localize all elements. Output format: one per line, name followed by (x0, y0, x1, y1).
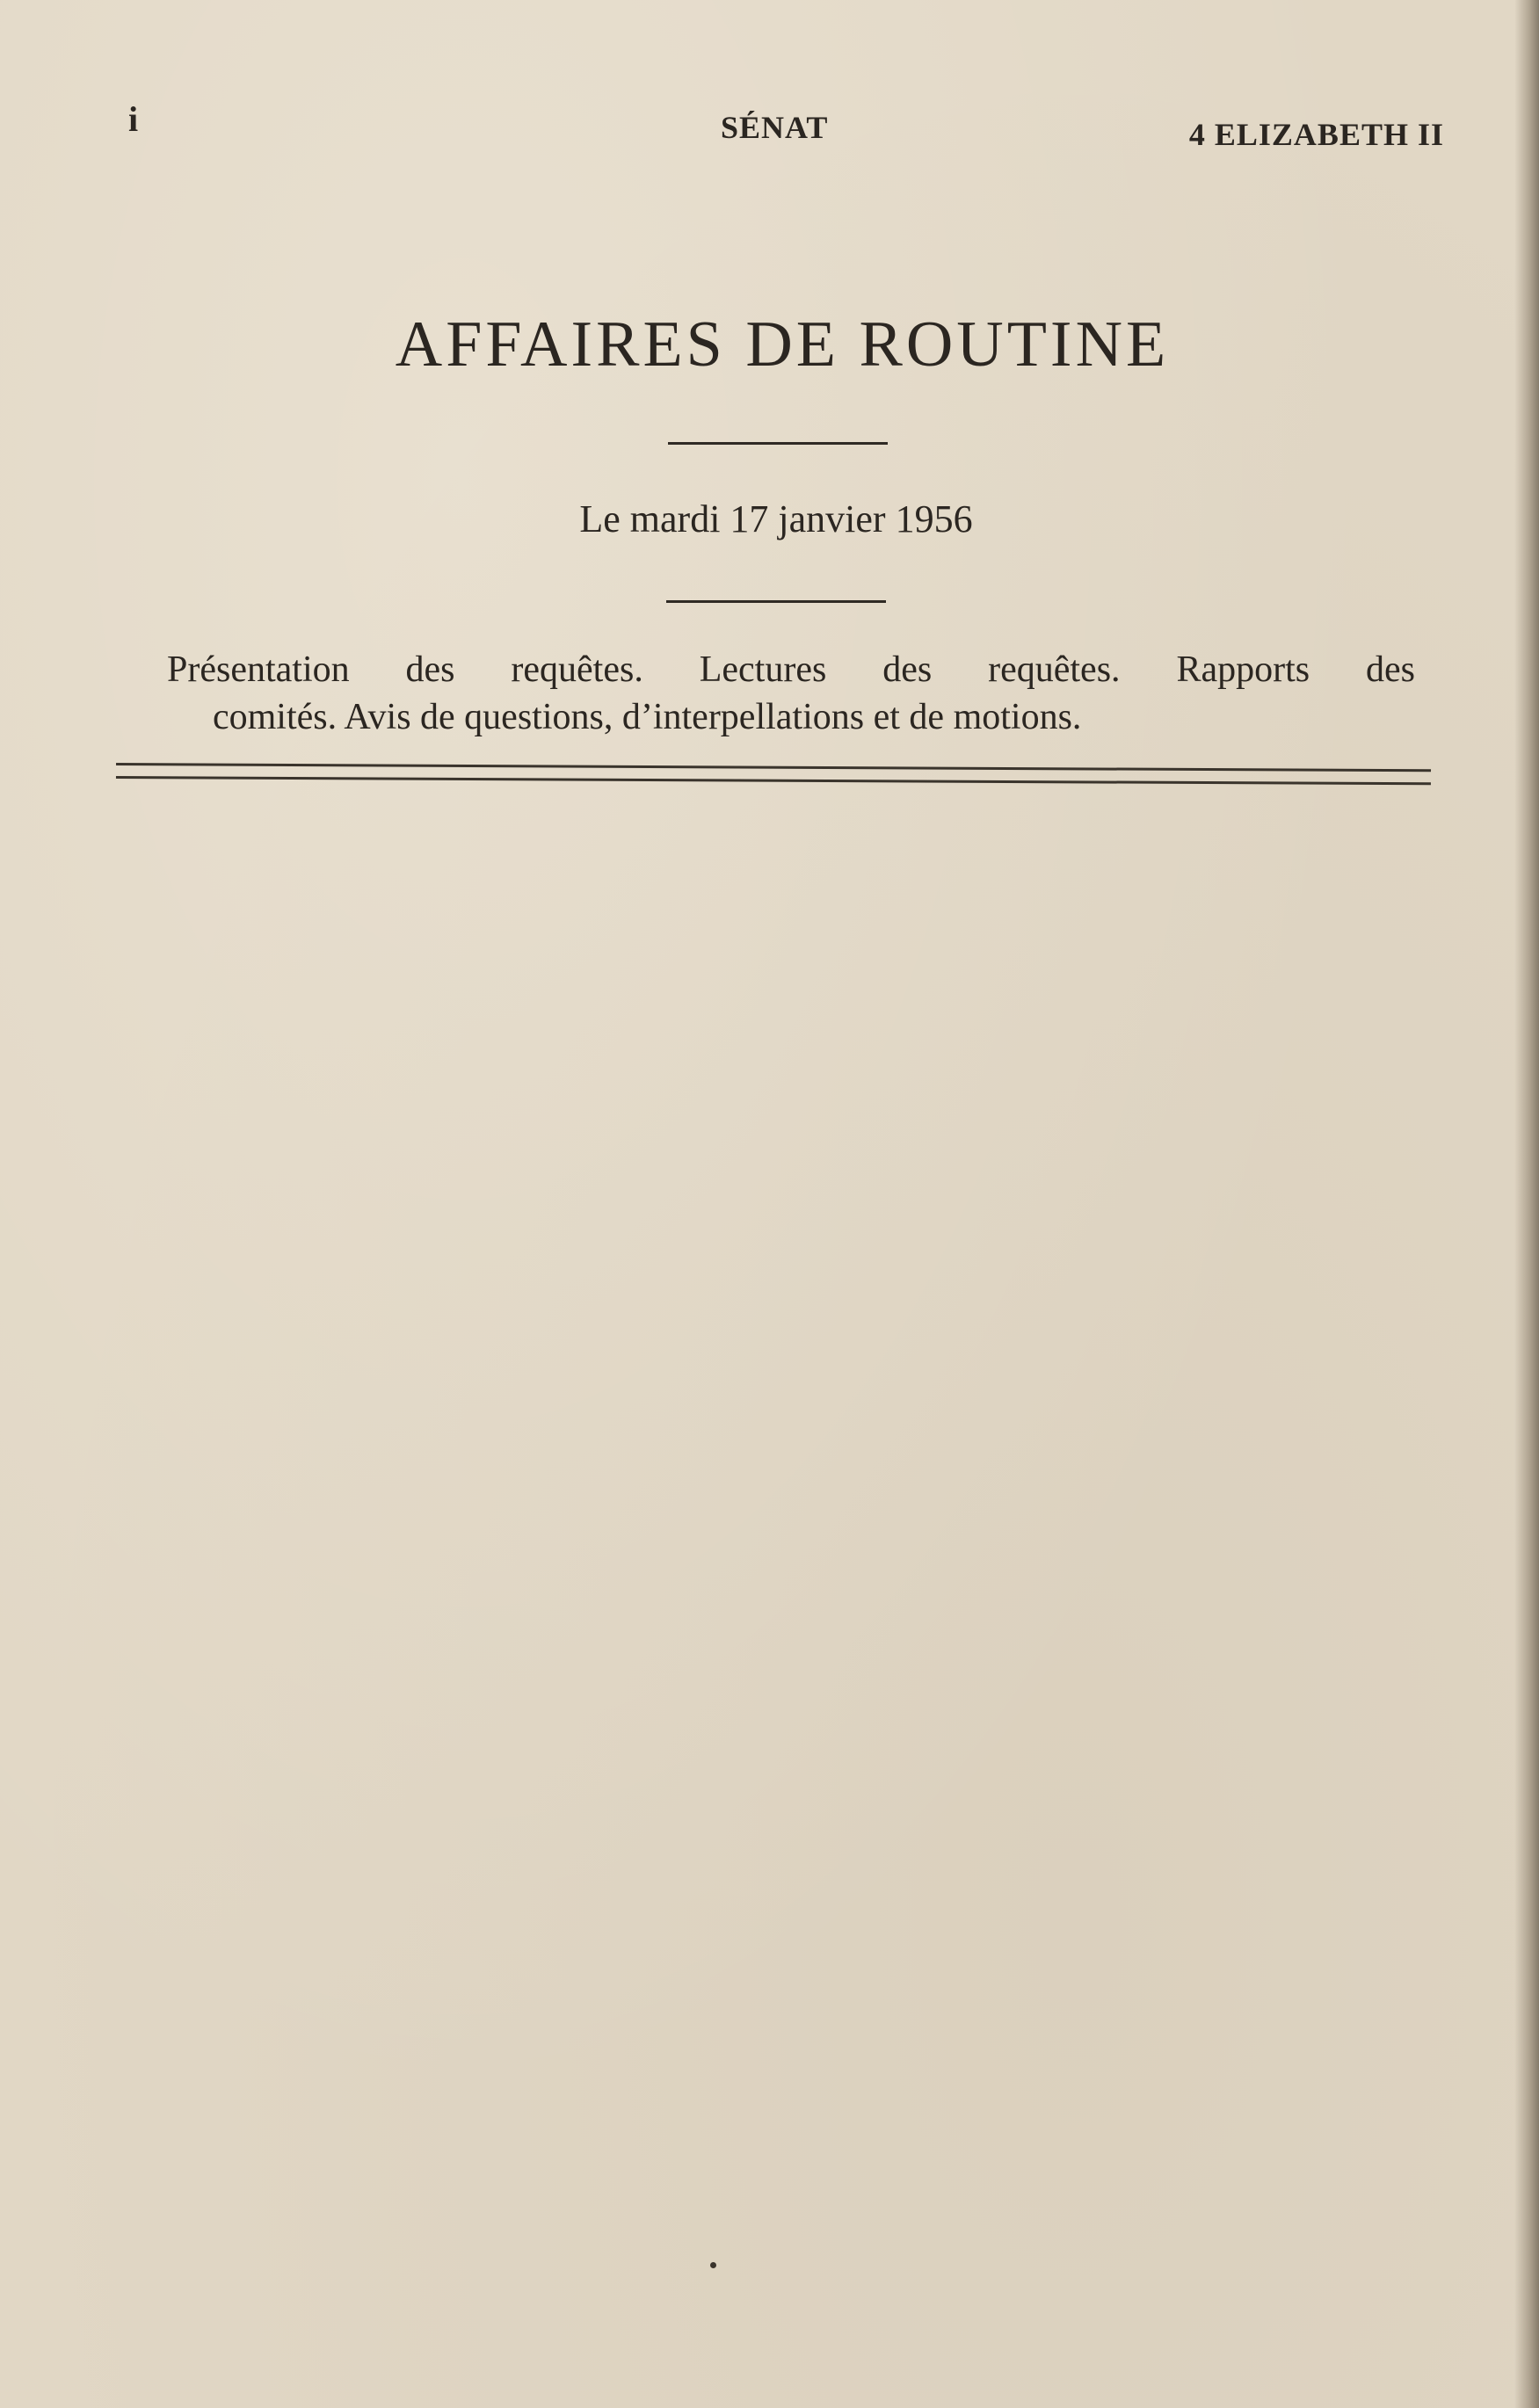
agenda-line: comités. Avis de questions, d’interpellations et de motions. (213, 697, 1082, 737)
running-header-title: SÉNAT (721, 110, 829, 145)
page-title: AFFAIRES DE ROUTINE (395, 308, 1170, 381)
agenda-paragraph (167, 646, 1415, 741)
date-divider (666, 600, 886, 603)
print-speck (710, 2262, 716, 2268)
running-header-regnal-year: 4 ELIZABETH II (1188, 117, 1444, 152)
title-divider (668, 442, 888, 445)
page-number: i (128, 99, 139, 139)
section-double-rule (116, 763, 1431, 785)
agenda-line: Présentation des requêtes. Lectures des requêtes. Rapports des (167, 649, 1415, 690)
sitting-date: Le mardi 17 janvier 1956 (579, 497, 973, 540)
